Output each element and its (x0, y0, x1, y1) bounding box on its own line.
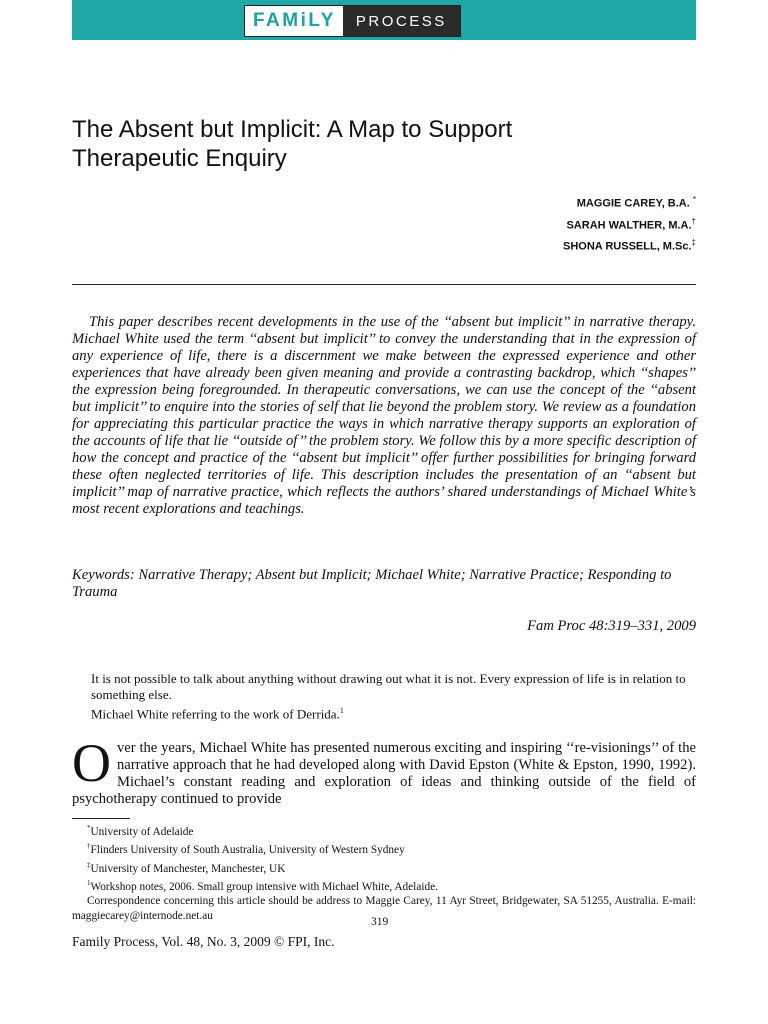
page-number: 319 (371, 916, 389, 928)
footnote-item (72, 858, 696, 876)
header-divider (72, 284, 696, 285)
drop-cap: O (72, 733, 111, 793)
footnote-text: University of Adelaide (90, 825, 194, 838)
abstract: This paper describes recent developments in the use of the ‘‘absent but implicit’’ in narrative therapy. Michael White used the term ‘‘absent but implicit’’ to convey the understanding that in the expression of any experience of life, there is a discernment we make between the expressed experience and other experiences that have already been given meaning and provide a contrasting backdrop, which ‘‘shapes’’ the expression being foregrounded. In therapeutic conversations, we can use the concept of the ‘‘absent but implicit’’ to enquire into the stories of self that lie beyond the problem story. We review as a foundation for appreciating this particular practice the ways in which narrative therapy supports an exploration of the accounts of life that lie ‘‘outside of’’ the problem story. We follow this by a more specific description of how the concept and practice of the ‘‘absent but implicit’’ offer further possibilities for bringing forward these often neglected territories of life. This description includes the presentation of an ‘‘absent but implicit’’ map of narrative practice, which reflects the authors’ shared understandings of Michael White’s most recent explorations and teachings. (72, 314, 696, 517)
footnote-ref: 1 (339, 706, 344, 715)
body-paragraph (72, 733, 696, 808)
footnote-mark: * (87, 824, 91, 832)
logo-family-text: FAMiLY (245, 6, 343, 36)
author-mark: ‡ (691, 238, 696, 248)
logo-process-text: PROCESS (343, 6, 460, 36)
author-name: SHONA RUSSELL, M.Sc. (562, 240, 692, 253)
epigraph-quote: It is not possible to talk about anything without drawing out what it is not. Every expression of life is in relation to something else. (91, 671, 686, 702)
footnotes (72, 821, 696, 923)
footnote-text: Flinders University of South Australia, University of Western Sydney (90, 844, 405, 857)
footnote-mark: ‡ (87, 860, 91, 869)
footnote-mark: † (87, 842, 91, 851)
epigraph (91, 671, 695, 722)
footnote-item (72, 821, 696, 839)
correspondence: Correspondence concerning this article should be address to Maggie Carey, 11 Ayr Street, Bridgewater, SA 51255, Australia. E-mail: maggiecarey@internode.net.au (72, 895, 696, 922)
author-mark: * (692, 195, 696, 204)
author-line (563, 191, 696, 213)
epigraph-attribution: Michael White referring to the work of Derrida. (91, 706, 340, 722)
journal-logo (244, 5, 461, 37)
footnote-text: Workshop notes, 2006. Small group intensive with Michael White, Adelaide. (90, 880, 438, 893)
body-text: ver the years, Michael White has presented numerous exciting and inspiring ‘‘re-visionings’’ of the narrative approach that he had developed along with David Epston (White & Epston, 1990, 1992). Michael’s constant reading and exploration of ideas and thinking outside of the field of psychotherapy continued to provide (72, 740, 696, 807)
footnote-item (72, 839, 696, 857)
author-name: SARAH WALTHER, M.A. (566, 219, 692, 232)
epigraph-attribution-line (91, 703, 695, 722)
author-list (563, 191, 696, 256)
footnote-item (72, 876, 696, 894)
author-name: MAGGIE CAREY, B.A. (576, 197, 690, 210)
footnote-mark: 1 (87, 878, 91, 887)
author-line (563, 234, 696, 256)
author-line (563, 213, 696, 235)
author-mark: † (691, 216, 696, 226)
citation: Fam Proc 48:319–331, 2009 (527, 618, 696, 634)
page-footer: Family Process, Vol. 48, No. 3, 2009 © FPI, Inc. (72, 934, 335, 949)
article-title: The Absent but Implicit: A Map to Support Therapeutic Enquiry (72, 116, 513, 172)
footnote-text: University of Manchester, Manchester, UK (90, 862, 286, 875)
keywords: Keywords: Narrative Therapy; Absent but Implicit; Michael White; Narrative Practice; Responding to Trauma (72, 567, 672, 600)
footnote-divider (72, 818, 130, 819)
